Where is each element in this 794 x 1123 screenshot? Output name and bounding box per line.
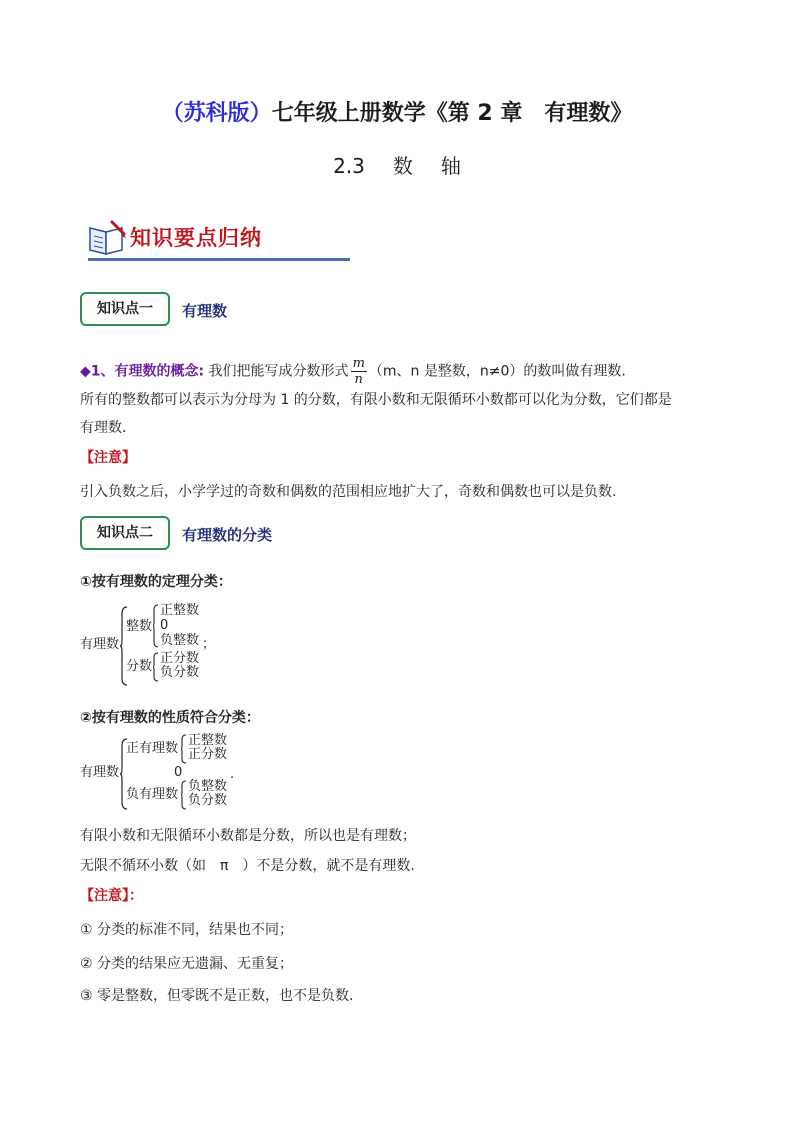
kp2-note-1: ① 分类的标准不同，结果也不同；	[80, 922, 294, 938]
kp2-note-label: 【注意】：	[80, 888, 143, 904]
kp1-tag: 知识点一	[80, 292, 170, 326]
document-title	[0, 96, 794, 127]
c1-zero: 0	[160, 618, 169, 633]
title-text: 七年级上册数学《第 2 章 有理数》	[271, 101, 633, 126]
kp2-note-3: ③ 零是整数，但零既不是正数，也不是负数.	[80, 988, 354, 1004]
kp1-note-label: 【注意】	[80, 450, 136, 466]
c2-zero: 0	[174, 765, 183, 780]
section-title-a: 数	[392, 154, 413, 178]
c2-neg-frac: 负分数	[188, 793, 228, 808]
def-text-a: 我们把能写成分数形式	[208, 363, 349, 380]
def-label: ◆1、有理数的概念:	[80, 363, 205, 380]
kp2-note-2: ② 分类的结果应无遗漏、无重复；	[80, 956, 294, 972]
classification2-tree	[80, 732, 300, 812]
c2-positive: 正有理数	[126, 741, 179, 756]
classification1-label: ①按有理数的定理分类：	[80, 574, 232, 590]
fraction-m-over-n	[351, 356, 367, 387]
def-text-b: （m、n 是整数，n≠0）的数叫做有理数．	[368, 363, 636, 380]
kp2-heading: 有理数的分类	[182, 526, 273, 544]
banner-title: 知识要点归纳	[130, 225, 262, 250]
c1-fraction: 分数	[126, 659, 153, 674]
kp1-line2: 所有的整数都可以表示为分母为 1 的分数，有限小数和无限循环小数都可以化为分数，它们都是	[80, 392, 672, 408]
kp2-tag: 知识点二	[80, 516, 170, 550]
kp1-heading: 有理数	[182, 302, 228, 320]
book-icon	[86, 218, 130, 258]
c1-pos-frac: 正分数	[160, 651, 200, 666]
c1-integer: 整数	[126, 619, 153, 634]
c2-brace-neg	[181, 780, 187, 810]
c1-neg-int: 负整数	[160, 633, 200, 648]
c1-end-mark: ；	[202, 637, 216, 652]
classification1-tree	[80, 600, 280, 690]
section-title-b: 轴	[440, 154, 461, 178]
kp1-definition	[80, 356, 740, 387]
c1-brace-frac	[153, 652, 159, 682]
publisher-label: （苏科版）	[161, 101, 272, 126]
frac-numerator: m	[352, 356, 365, 371]
knowledge-banner	[86, 216, 348, 264]
c1-pos-int: 正整数	[160, 603, 200, 618]
c2-negative: 负有理数	[126, 787, 179, 802]
c1-brace-outer	[120, 606, 128, 686]
c1-root: 有理数	[80, 637, 120, 652]
frac-denominator: n	[354, 372, 363, 387]
section-number: 2.3	[333, 154, 365, 178]
kp1-note-text: 引入负数之后，小学学过的奇数和偶数的范围相应地扩大了，奇数和偶数也可以是负数.	[80, 484, 617, 500]
c1-brace-int	[153, 604, 159, 648]
c2-pos-int: 正整数	[188, 733, 228, 748]
banner-underline	[88, 258, 350, 261]
kp2-line-a: 有限小数和无限循环小数都是分数，所以也是有理数；	[80, 828, 416, 844]
c2-brace-pos	[181, 734, 187, 764]
c2-pos-frac: 正分数	[188, 747, 228, 762]
c2-end-mark: .	[230, 767, 235, 782]
c2-root: 有理数	[80, 765, 120, 780]
c1-neg-frac: 负分数	[160, 665, 200, 680]
kp2-line-b: 无限不循环小数（如 π ）不是分数，就不是有理数.	[80, 858, 415, 874]
c2-neg-int: 负整数	[188, 779, 228, 794]
section-title	[0, 150, 794, 179]
kp1-line3: 有理数．	[80, 420, 136, 436]
classification2-label: ②按有理数的性质符合分类：	[80, 710, 260, 726]
